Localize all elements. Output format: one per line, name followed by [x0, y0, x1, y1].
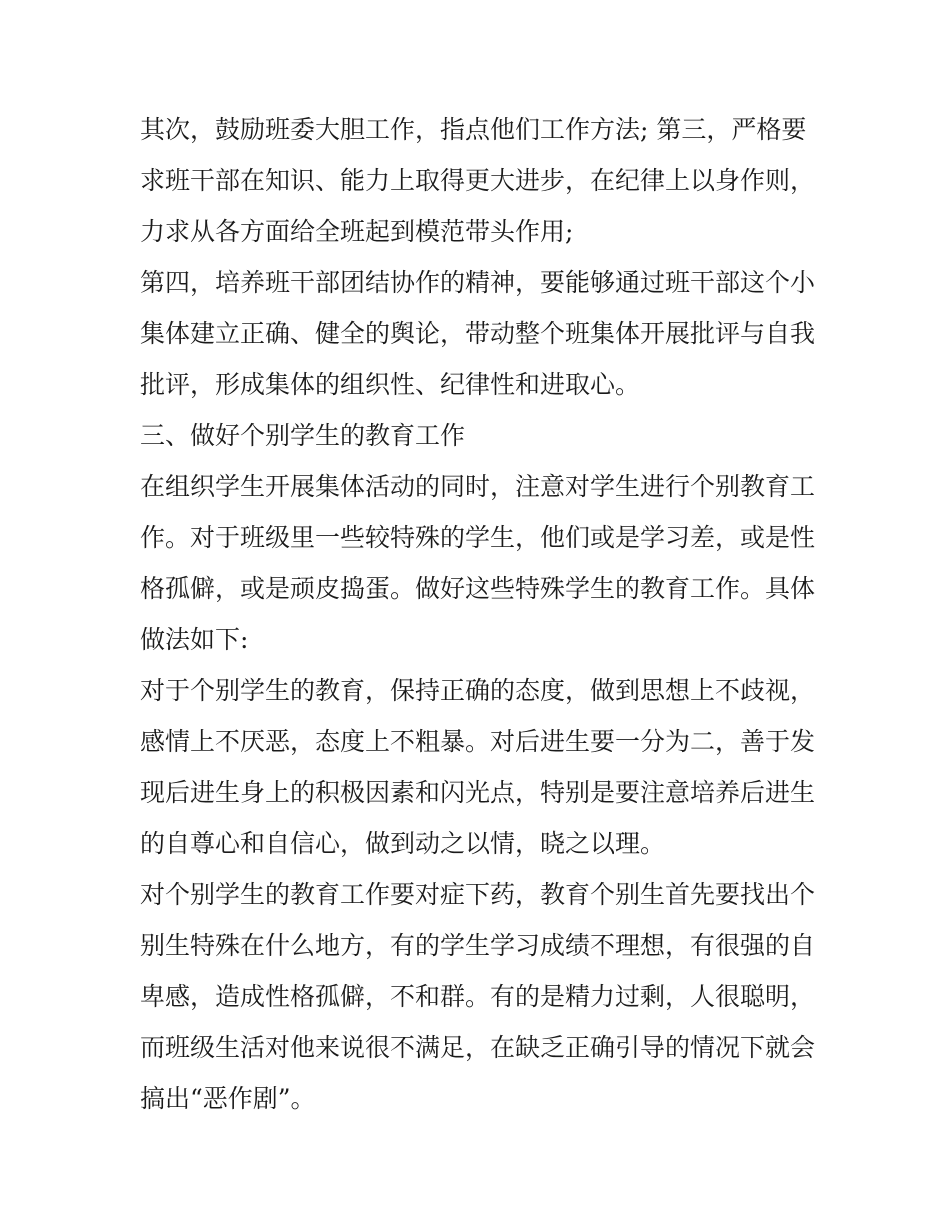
text-line: 别生特殊在什么地方，有的学生学习成绩不理想，有很强的自	[140, 931, 815, 960]
text-line: 而班级生活对他来说很不满足，在缺乏正确引导的情况下就会	[140, 1033, 815, 1062]
paragraph	[140, 257, 815, 410]
text-line: 其次，鼓励班委大胆工作，指点他们工作方法; 第三，严格要	[140, 115, 807, 144]
text-line: 卑感，造成性格孤僻，不和群。有的是精力过剩，人很聪明，	[140, 982, 815, 1011]
text-line: 格孤僻，或是顽皮捣蛋。做好这些特殊学生的教育工作。具体	[140, 574, 815, 603]
text-line: 在组织学生开展集体活动的同时，注意对学生进行个别教育工	[140, 472, 815, 501]
text-line: 力求从各方面给全班起到模范带头作用;	[140, 217, 574, 246]
text-line: 第四，培养班干部团结协作的精神，要能够通过班干部这个小	[140, 268, 815, 297]
text-line: 作。对于班级里一些较特殊的学生，他们或是学习差，或是性	[140, 523, 815, 552]
text-line: 求班干部在知识、能力上取得更大进步，在纪律上以身作则，	[140, 166, 815, 195]
paragraph	[140, 869, 815, 1124]
text-line: 搞出“恶作剧”。	[140, 1084, 316, 1113]
text-line: 的自尊心和自信心，做到动之以情，晓之以理。	[140, 829, 666, 858]
paragraph	[140, 461, 815, 665]
text-line: 集体建立正确、健全的舆论，带动整个班集体开展批评与自我	[140, 319, 815, 348]
section-heading	[140, 410, 815, 461]
text-line: 做法如下:	[140, 625, 249, 654]
heading-line: 三、做好个别学生的教育工作	[140, 421, 466, 450]
text-line: 批评，形成集体的组织性、纪律性和进取心。	[140, 370, 641, 399]
text-line: 对于个别学生的教育，保持正确的态度，做到思想上不歧视，	[140, 676, 815, 705]
paragraph	[140, 104, 815, 257]
document-body	[140, 104, 815, 1124]
paragraph	[140, 665, 815, 869]
text-line: 感情上不厌恶，态度上不粗暴。对后进生要一分为二，善于发	[140, 727, 815, 756]
text-line: 现后进生身上的积极因素和闪光点，特别是要注意培养后进生	[140, 778, 815, 807]
text-line: 对个别学生的教育工作要对症下药，教育个别生首先要找出个	[140, 880, 815, 909]
